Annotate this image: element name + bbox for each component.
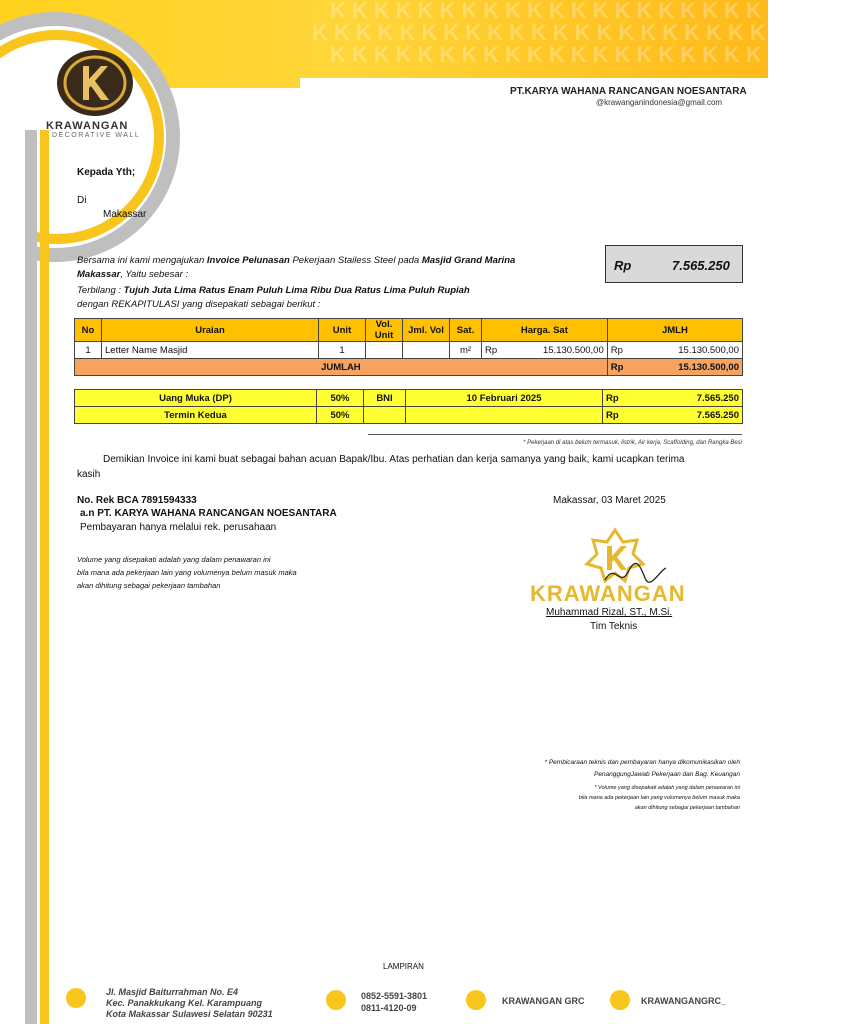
signatory-name: Muhammad Rizal, ST., M.Si. [546,607,673,618]
invoice-table [74,318,743,376]
footer-instagram: KRAWANGANGRC_ [641,996,727,1006]
intro-line-1: Bersama ini kami mengajukan Invoice Pelunasan Pekerjaan Stailess Steel pada Masjid Grand Marina [77,255,516,266]
lampiran-label: LAMPIRAN [383,962,424,971]
whatsapp-icon [326,990,346,1015]
logo-subtitle: DECORATIVE WALL [52,132,141,139]
communication-note: * Pembicaraan teknis dan pembayaran hanya dikomunikasikan oleh PenanggungJawab Pekerjaan dan Bag. Keuangan [544,759,740,778]
company-name: PT.KARYA WAHANA RANCANGAN NOESANTARA [510,86,747,97]
col-harga: Harga. Sat [482,319,608,342]
at-icon: @ [596,98,605,107]
col-vol-unit: Vol. Unit [366,319,403,342]
building-icon [66,988,86,1013]
closing-line-1: Demikian Invoice ini kami buat sebagai bahan acuan Bapak/Ibu. Atas perhatian dan kerja samanya yang baik, kami ucapkan terima [103,454,685,465]
total-currency: Rp [614,258,632,273]
krawangan-logo [55,48,135,118]
divider [368,434,742,435]
table-row: 1 Letter Name Masjid 1 m² Rp 15.130.500,00 Rp 15.130.500,00 [75,342,743,359]
closing-line-2: kasih [77,469,101,480]
footer-phones: 0852-5591-3801 0811-4120-09 [361,991,428,1013]
decor-bar-grey [25,130,37,1024]
payment-row: Uang Muka (DP) 50% BNI 10 Februari 2025 Rp 7.565.250 [75,390,743,407]
di-label: Di [77,195,87,206]
footer-address: Jl. Masjid Baiturrahman No. E4 Kec. Panakkukang Kel. Karampuang Kota Makassar Sulawesi Selatan 90231 [106,987,273,1019]
header-pattern: KKKKKKKKKKKKKKKKKKKKKKKK KKKKKKKKKKKKKKKKKKKKKKKK KKKKKKKKKKKKKKKKKKKKKKKK [312,0,855,67]
account-holder: a.n PT. KARYA WAHANA RANCANGAN NOESANTARA [80,508,337,519]
intro-line-4: dengan REKAPITULASI yang disepakati sebagai berikut : [77,299,321,310]
decor-bar-white [0,130,25,1024]
col-no: No [75,319,102,342]
footer-facebook: KRAWANGAN GRC [502,996,585,1006]
col-jmlh: JMLH [607,319,742,342]
volume-note: Volume yang disepakati adalah yang dalam penawaran ini bila mana ada pekerjaan lain yang volumenya belum masuk maka akan dihitung sebagai pekerjaan tambahan [77,555,297,590]
signature-brand: KRAWANGAN [530,581,686,606]
volume-footnote: * Volume yang disepakati adalah yang dalam penawaran ini bila mana ada pekerjaan lain yang volumenya belum masuk maka akan dihitung sebagai pekerjaan tambahan [578,785,740,811]
payment-note: Pembayaran hanya melalui rek. perusahaan [80,522,277,533]
company-email: @krawanganindonesia@gmail.com [596,98,723,107]
col-jml-vol: Jml. Vol [403,319,450,342]
logo-wordmark: KRAWANGAN [46,120,129,132]
total-amount: 7.565.250 [672,258,730,273]
facebook-icon [466,990,486,1015]
place-date: Makassar, 03 Maret 2025 [553,495,666,506]
signatory-role: Tim Teknis [590,621,638,632]
col-uraian: Uraian [102,319,319,342]
col-sat: Sat. [450,319,482,342]
bank-account: No. Rek BCA 7891594333 [77,495,197,506]
exclusion-note: * Pekerjaan di atas belum termasuk, listrik, Air kerja, Scaffolding, dan Rangka Besi [523,440,742,446]
col-unit: Unit [319,319,366,342]
greeting: Kepada Yth; [77,167,136,178]
recipient-city: Makassar [103,209,147,220]
payment-row: Termin Kedua 50% Rp 7.565.250 [75,407,743,424]
instagram-icon [610,990,630,1015]
terbilang-line: Terbilang : Tujuh Juta Lima Ratus Enam Puluh Lima Ribu Dua Ratus Lima Puluh Rupiah [77,285,470,296]
decor-bar-yellow [40,130,49,1024]
jumlah-row: JUMLAH Rp 15.130.500,00 [75,359,743,376]
payment-table [74,389,743,424]
table-header-row [75,319,743,342]
intro-line-2: Makassar, Yaitu sebesar : [77,269,189,280]
